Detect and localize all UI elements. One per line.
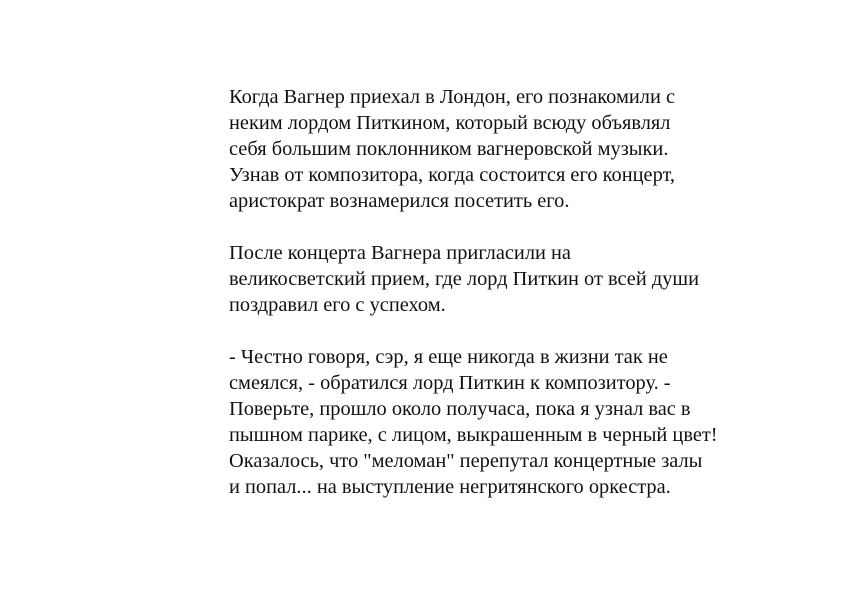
text-line: и попал... на выступление негритянского оркестра. [229, 476, 671, 498]
paragraph-2 [229, 240, 789, 318]
text-line: Оказалось, что "меломан" перепутал концертные залы [229, 450, 703, 472]
text-line: себя большим поклонником вагнеровской музыки. [229, 138, 669, 160]
text-line: После концерта Вагнера пригласили на [229, 242, 571, 264]
text-block [229, 84, 789, 526]
paragraph-1 [229, 84, 789, 214]
text-line: пышном парике, с лицом, выкрашенным в черный цвет! [229, 424, 718, 446]
text-line: поздравил его с успехом. [229, 294, 446, 316]
text-line: неким лордом Питкином, который всюду объявлял [229, 112, 671, 134]
text-line: - Честно говоря, сэр, я еще никогда в жизни так не [229, 346, 668, 368]
text-line: смеялся, - обратился лорд Питкин к композитору. - [229, 372, 671, 394]
text-line: аристократ вознамерился посетить его. [229, 190, 570, 212]
paragraph-3 [229, 344, 789, 500]
text-line: великосветский прием, где лорд Питкин от всей души [229, 268, 700, 290]
text-line: Когда Вагнер приехал в Лондон, его познакомили с [229, 86, 676, 108]
text-line: Поверьте, прошло около получаса, пока я узнал вас в [229, 398, 691, 420]
text-line: Узнав от композитора, когда состоится его концерт, [229, 164, 675, 186]
